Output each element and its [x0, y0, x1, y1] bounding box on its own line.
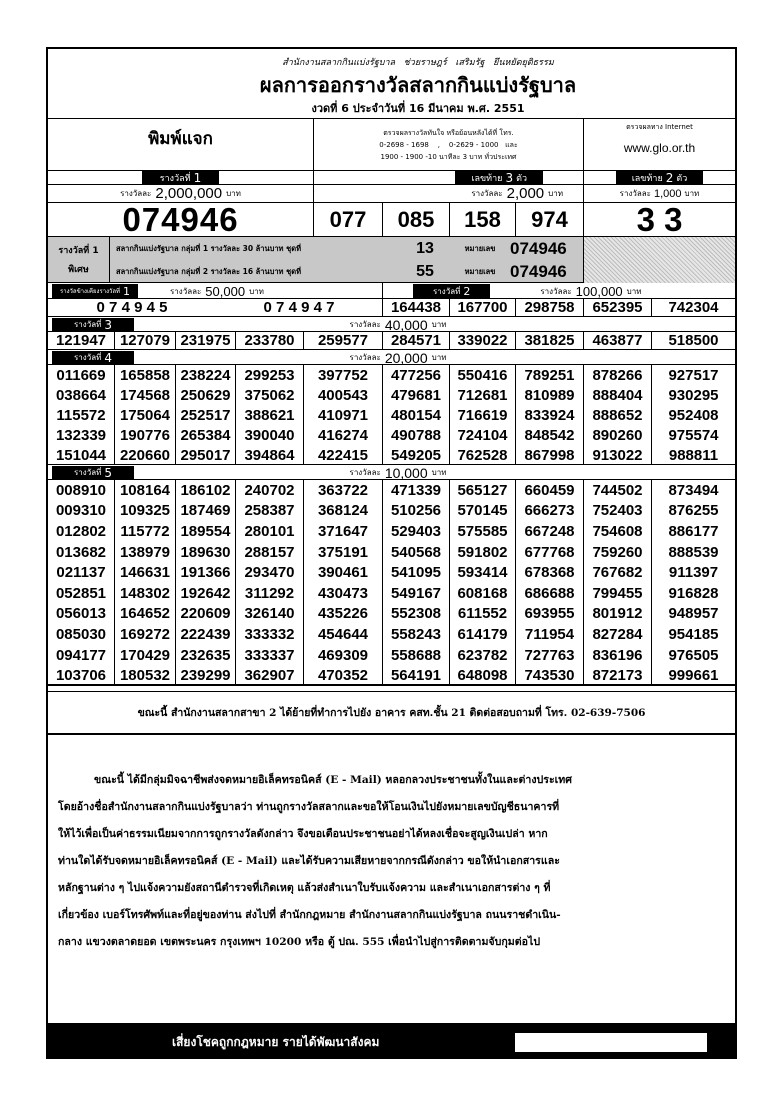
main-numbers-row — [48, 203, 735, 237]
fifth-prize-table — [48, 480, 735, 686]
fourth-prize-amount: รางวัลละ 20,000 บาท — [349, 349, 447, 366]
fifth-prize-number: 371647 — [304, 521, 383, 542]
scam-warning-line: กลาง แขวงตลาดยอด เขตพระนคร กรุงเทพฯ 10200 หรือ ตู้ ปณ. 555 เพื่อนำไปสู่การติดตามจับกุมต่อไป — [58, 936, 541, 948]
third-prize-number: 518500 — [668, 332, 719, 349]
fifth-prize-number: 540568 — [383, 542, 450, 563]
fifth-prize-number: 677768 — [516, 542, 584, 563]
fifth-prize-number: 187469 — [176, 501, 236, 522]
second-prize-label: รางวัลที่ 2 — [413, 284, 490, 298]
fifth-prize-number: 999661 — [668, 667, 719, 685]
fifth-prize-number: 916828 — [668, 584, 719, 602]
fifth-prize-number: 888539 — [668, 543, 719, 561]
fifth-prize-number: 009310 — [48, 501, 115, 522]
fifth-prize-number: 052851 — [48, 583, 115, 604]
third-prize-row — [48, 332, 735, 350]
fifth-prize-number: 948957 — [668, 605, 719, 623]
fifth-prize-number: 169272 — [115, 624, 176, 645]
fifth-prize-number: 008910 — [48, 480, 115, 501]
fifth-prize-number: 593414 — [450, 562, 516, 583]
fifth-prize-number: 648098 — [450, 665, 516, 686]
fifth-prize-number: 191366 — [176, 562, 236, 583]
ministries-line: สำนักงานสลากกินแบ่งรัฐบาล ช่วยราษฎร์ เสริมรัฐ ยึนหยัดยุติธรรม — [282, 58, 554, 68]
footer-slogan: เสี่ยงโชคถูกกฎหมาย รายได้พัฒนาสังคม — [172, 1034, 380, 1049]
fifth-prize-number: 239299 — [176, 665, 236, 686]
special-prize-block — [48, 237, 735, 283]
fifth-prize-number: 021137 — [48, 562, 115, 583]
scam-warning-line: ท่านใดได้รับจดหมายอิเล็คทรอนิคส์ (E - Mail) และได้รับความเสียหายจากกรณีดังกล่าว ขอให้นำเอกสารและ — [58, 855, 560, 867]
fifth-prize-number: 390461 — [304, 562, 383, 583]
fifth-prize-number: 873494 — [668, 481, 719, 499]
fourth-prize-number: 394864 — [236, 445, 304, 465]
fourth-prize-number: 913022 — [584, 445, 652, 465]
fifth-prize-number: 744502 — [584, 480, 652, 501]
fourth-prize-number: 479681 — [383, 385, 450, 405]
fifth-prize-number: 570145 — [450, 501, 516, 522]
fifth-prize-number: 375191 — [304, 542, 383, 563]
fifth-prize-number: 623782 — [450, 645, 516, 666]
fourth-prize-number: 295017 — [176, 445, 236, 465]
fourth-prize-number: 174568 — [115, 385, 176, 405]
fifth-prize-number: 430473 — [304, 583, 383, 604]
near-first-number-1: 0 7 4 9 4 5 — [96, 299, 168, 316]
scam-warning — [46, 735, 737, 1025]
fourth-prize-number: 833924 — [516, 405, 584, 425]
fifth-prize-number: 454644 — [304, 624, 383, 645]
third-prize-amount: รางวัลละ 40,000 บาท — [349, 316, 447, 333]
last2-amount: รางวัลละ 1,000 บาท — [619, 187, 700, 200]
fifth-prize-number: 558243 — [383, 624, 450, 645]
fifth-prize-number: 013682 — [48, 542, 115, 563]
fourth-prize-number: 930295 — [668, 386, 719, 404]
fifth-prize-number: 138979 — [115, 542, 176, 563]
fifth-prize-number: 288157 — [236, 542, 304, 563]
fourth-prize-number: 975574 — [668, 426, 719, 444]
page-title: ผลการออกรางวัลสลากกินแบ่งรัฐบาล — [259, 73, 577, 97]
last3-number-1: 077 — [314, 203, 383, 236]
fourth-prize-number: 550416 — [450, 365, 516, 385]
fourth-prize-number: 388621 — [236, 405, 304, 425]
fifth-prize-number: 711954 — [516, 624, 584, 645]
fourth-prize-number: 416274 — [304, 425, 383, 445]
fifth-prize-row — [48, 521, 735, 542]
fifth-prize-row — [48, 480, 735, 501]
fourth-prize-number: 888652 — [584, 405, 652, 425]
third-prize-number: 463877 — [584, 332, 652, 349]
fifth-prize-number: 686688 — [516, 583, 584, 604]
fifth-prize-number: 693955 — [516, 604, 584, 625]
fourth-prize-number: 810989 — [516, 385, 584, 405]
fifth-prize-number: 759260 — [584, 542, 652, 563]
fourth-prize-number: 265384 — [176, 425, 236, 445]
fourth-prize-row — [48, 365, 735, 385]
fifth-prize-number: 189630 — [176, 542, 236, 563]
fifth-prize-number: 164652 — [115, 604, 176, 625]
fifth-prize-number: 836196 — [584, 645, 652, 666]
results-sheet — [46, 47, 737, 735]
fourth-prize-number: 115572 — [48, 405, 115, 425]
footer-bar — [46, 1025, 737, 1059]
fourth-prize-row — [48, 405, 735, 425]
special-row-1: สลากกินแบ่งรัฐบาล กลุ่มที่ 1 รางวัลละ 30 ล้านบาท ชุดที่ 13 หมายเลข 074946 — [110, 237, 584, 260]
first-prize-header — [48, 171, 314, 184]
fifth-prize-number: 552308 — [383, 604, 450, 625]
fourth-prize-number: 789251 — [516, 365, 584, 385]
fifth-prize-number: 799455 — [584, 583, 652, 604]
third-prize-header — [48, 317, 735, 332]
last2-number: 3 3 — [636, 203, 683, 236]
fifth-prize-number: 362907 — [236, 665, 304, 686]
fourth-prize-number: 762528 — [450, 445, 516, 465]
last2-label: เลขท้าย 2 ตัว — [616, 171, 704, 184]
fourth-prize-number: 716619 — [450, 405, 516, 425]
fifth-prize-number: 311292 — [236, 583, 304, 604]
third-prize-number: 127079 — [115, 332, 176, 349]
fourth-prize-number: 238224 — [176, 365, 236, 385]
relocation-notice: ขณะนี้ สำนักงานสลากสาขา 2 ได้ย้ายที่ทำการไปยัง อาคาร คสท.ชั้น 21 ติดต่อสอบถามที่ โทร. 02-639-7506 — [48, 691, 735, 733]
fourth-prize-number: 477256 — [383, 365, 450, 385]
fourth-prize-number: 397752 — [304, 365, 383, 385]
fourth-prize-number: 375062 — [236, 385, 304, 405]
second-prize-amount: รางวัลละ 100,000 บาท — [540, 283, 642, 299]
fifth-prize-number: 575585 — [450, 521, 516, 542]
fourth-prize-number: 190776 — [115, 425, 176, 445]
third-prize-number: 381825 — [516, 332, 584, 349]
fifth-prize-number: 608168 — [450, 583, 516, 604]
fifth-prize-number: 876255 — [668, 502, 719, 520]
fifth-prize-number: 333332 — [236, 624, 304, 645]
third-prize-number: 233780 — [236, 332, 304, 349]
draw-info: งวดที่ 6 ประจำวันที่ 16 มีนาคม พ.ศ. 2551 — [311, 102, 525, 115]
fifth-prize-number: 280101 — [236, 521, 304, 542]
third-prize-number: 231975 — [176, 332, 236, 349]
fifth-prize-number: 827284 — [584, 624, 652, 645]
phone-line-1: ตรวจผลรางวัลทันใจ หรือย้อนหลังได้ที่ โทร. — [383, 128, 514, 137]
second-prize-number-1: 164438 — [383, 299, 450, 316]
first-prize-number: 074946 — [48, 203, 314, 236]
fifth-prize-number: 012802 — [48, 521, 115, 542]
fourth-prize-number: 549205 — [383, 445, 450, 465]
fifth-prize-number: 754608 — [584, 521, 652, 542]
fifth-prize-number: 368124 — [304, 501, 383, 522]
fifth-prize-number: 192642 — [176, 583, 236, 604]
last3-label: เลขท้าย 3 ตัว — [455, 171, 543, 184]
fifth-prize-header — [48, 465, 735, 480]
fifth-prize-number: 469309 — [304, 645, 383, 666]
fourth-prize-number: 952408 — [668, 406, 719, 424]
near-second-label-row — [48, 283, 735, 299]
fifth-prize-number: 220609 — [176, 604, 236, 625]
fifth-prize-number: 558688 — [383, 645, 450, 666]
fourth-prize-number: 252517 — [176, 405, 236, 425]
fifth-prize-number: 667248 — [516, 521, 584, 542]
fourth-prize-number: 299253 — [236, 365, 304, 385]
second-prize-number-5: 742304 — [668, 299, 719, 316]
internet-label: ตรวจผลทาง Internet — [626, 123, 693, 131]
fifth-prize-number: 258387 — [236, 501, 304, 522]
third-prize-number: 339022 — [450, 332, 516, 349]
fourth-prize-number: 250629 — [176, 385, 236, 405]
fifth-prize-label: รางวัลที่ 5 — [52, 466, 134, 479]
fifth-prize-number: 767682 — [584, 562, 652, 583]
internet-info — [584, 119, 735, 170]
website-link[interactable]: www.glo.or.th — [623, 141, 696, 155]
phone-line-3: 1900 - 1900 -10 นาทีละ 3 บาท ทั่วประเทศ — [380, 152, 517, 161]
fifth-prize-number: 660459 — [516, 480, 584, 501]
fourth-prize-header — [48, 350, 735, 365]
first-prize-amount: รางวัลละ 2,000,000 บาท — [48, 185, 314, 202]
fifth-prize-row — [48, 583, 735, 604]
fifth-prize-number: 056013 — [48, 604, 115, 625]
fifth-prize-number: 801912 — [584, 604, 652, 625]
fifth-prize-number: 591802 — [450, 542, 516, 563]
last3-number-4: 974 — [516, 203, 584, 236]
fifth-prize-row — [48, 501, 735, 522]
fifth-prize-number: 752403 — [584, 501, 652, 522]
special-row-2: สลากกินแบ่งรัฐบาล กลุ่มที่ 2 รางวัลละ 16 ล้านบาท ชุดที่ 55 หมายเลข 074946 — [110, 260, 584, 283]
last3-amount: รางวัลละ 2,000 บาท — [314, 185, 584, 202]
phone-line-2: 0-2698 - 1698 , 0-2629 - 1000 และ — [379, 140, 518, 149]
fifth-prize-number: 872173 — [584, 665, 652, 686]
last3-number-3: 158 — [450, 203, 516, 236]
fifth-prize-number: 115772 — [115, 521, 176, 542]
first-prize-label: รางวัลที่ 1 — [142, 171, 219, 184]
fourth-prize-number: 724104 — [450, 425, 516, 445]
fifth-prize-number: 146631 — [115, 562, 176, 583]
fifth-prize-number: 094177 — [48, 645, 115, 666]
prize-label-row — [48, 171, 735, 185]
fifth-prize-number: 666273 — [516, 501, 584, 522]
fifth-prize-number: 510256 — [383, 501, 450, 522]
special-label: รางวัลที่ 1 พิเศษ — [48, 237, 110, 282]
third-prize-number: 259577 — [304, 332, 383, 349]
last2-header — [584, 171, 735, 184]
fifth-prize-row — [48, 624, 735, 645]
second-prize-header — [383, 283, 735, 299]
fourth-prize-number: 422415 — [304, 445, 383, 465]
fourth-prize-number: 878266 — [584, 365, 652, 385]
fourth-prize-number: 988811 — [668, 446, 719, 464]
fifth-prize-number: 103706 — [48, 665, 115, 686]
footer-blank-box — [515, 1033, 707, 1052]
fifth-prize-number: 085030 — [48, 624, 115, 645]
fifth-prize-row — [48, 665, 735, 686]
fourth-prize-number: 151044 — [48, 445, 115, 465]
fifth-prize-amount: รางวัลละ 10,000 บาท — [349, 464, 447, 481]
fourth-prize-number: 220660 — [115, 445, 176, 465]
scam-warning-line: ให้ไว้เพื่อเป็นค่าธรรมเนียมจากการถูกรางวัลดังกล่าว จึงขอเตือนประชาชนอย่าได้หลงเชื่อจะสูญเงินเปล่า หาก — [58, 828, 548, 840]
fifth-prize-number: 326140 — [236, 604, 304, 625]
scam-warning-line: ขณะนี้ ได้มีกลุ่มมิจฉาชีพส่งจดหมายอิเล็คทรอนิคส์ (E - Mail) หลอกลวงประชาชนทั้งในและต่างประเทศ — [94, 774, 572, 786]
third-prize-number: 284571 — [383, 332, 450, 349]
fifth-prize-number: 564191 — [383, 665, 450, 686]
last3-number-2: 085 — [383, 203, 450, 236]
fifth-prize-number: 109325 — [115, 501, 176, 522]
fourth-prize-table — [48, 365, 735, 465]
amount-row — [48, 185, 735, 203]
near-second-numbers-row — [48, 299, 735, 317]
scam-warning-line: โดยอ้างชื่อสำนักงานสลากกินแบ่งรัฐบาลว่า ท่านถูกรางวัลสลากและขอให้โอนเงินไปยังหมายเลขบัญชีธนาคารที่ — [58, 801, 560, 813]
fifth-prize-row — [48, 542, 735, 563]
fifth-prize-number: 293470 — [236, 562, 304, 583]
fourth-prize-row — [48, 385, 735, 405]
scam-warning-text — [58, 767, 727, 956]
fifth-prize-number: 976505 — [668, 646, 719, 664]
fifth-prize-number: 611552 — [450, 604, 516, 625]
fifth-prize-number: 614179 — [450, 624, 516, 645]
scam-warning-line: หลักฐานต่าง ๆ ไปแจ้งความยังสถานีตำรวจที่เกิดเหตุ แล้วส่งสำเนาใบรับแจ้งความ และสำเนาเอกสารต่าง ๆ ที่ — [58, 882, 551, 894]
third-prize-number: 121947 — [48, 332, 115, 349]
fifth-prize-number: 148302 — [115, 583, 176, 604]
fifth-prize-number: 222439 — [176, 624, 236, 645]
fourth-prize-number: 480154 — [383, 405, 450, 425]
fourth-prize-row — [48, 425, 735, 445]
near-first-header — [48, 283, 383, 299]
fifth-prize-number: 678368 — [516, 562, 584, 583]
info-bar — [48, 119, 735, 171]
fifth-prize-number: 565127 — [450, 480, 516, 501]
fifth-prize-number: 108164 — [115, 480, 176, 501]
fifth-prize-row — [48, 562, 735, 583]
fifth-prize-number: 170429 — [115, 645, 176, 666]
fourth-prize-number: 848542 — [516, 425, 584, 445]
fifth-prize-number: 743530 — [516, 665, 584, 686]
fifth-prize-number: 911397 — [668, 564, 719, 582]
second-prize-number-3: 298758 — [516, 299, 584, 316]
fifth-prize-number: 189554 — [176, 521, 236, 542]
fourth-prize-row — [48, 445, 735, 465]
last3-header — [314, 171, 584, 184]
fourth-prize-number: 400543 — [304, 385, 383, 405]
fourth-prize-number: 165858 — [115, 365, 176, 385]
fifth-prize-number: 186102 — [176, 480, 236, 501]
fourth-prize-number: 867998 — [516, 445, 584, 465]
fifth-prize-number: 232635 — [176, 645, 236, 666]
fourth-prize-number: 132339 — [48, 425, 115, 445]
fifth-prize-number: 727763 — [516, 645, 584, 666]
fourth-prize-number: 038664 — [48, 385, 115, 405]
fourth-prize-label: รางวัลที่ 4 — [52, 351, 134, 364]
fifth-prize-number: 954185 — [668, 625, 719, 643]
fourth-prize-number: 888404 — [584, 385, 652, 405]
fifth-prize-row — [48, 645, 735, 666]
fifth-prize-number: 471339 — [383, 480, 450, 501]
fourth-prize-number: 927517 — [668, 366, 719, 384]
fourth-prize-number: 390040 — [236, 425, 304, 445]
scam-warning-line: เกี่ยวข้อง เบอร์โทรศัพท์และที่อยู่ของท่าน ส่งไปที่ สำนักกฎหมาย สำนักงานสลากกินแบ่งรัฐบาล ถนนราชดำเนิน- — [58, 909, 561, 921]
near-first-amount: รางวัลละ 50,000 บาท — [170, 283, 264, 299]
header — [48, 49, 735, 119]
fourth-prize-number: 175064 — [115, 405, 176, 425]
near-first-number-2: 0 7 4 9 4 7 — [216, 299, 383, 316]
fifth-prize-number: 363722 — [304, 480, 383, 501]
fifth-prize-number: 529403 — [383, 521, 450, 542]
near-first-label: รางวัลข้างเคียงรางวัลที่ 1 — [52, 284, 138, 298]
fourth-prize-number: 712681 — [450, 385, 516, 405]
second-prize-number-2: 167700 — [450, 299, 516, 316]
fifth-prize-number: 541095 — [383, 562, 450, 583]
fifth-prize-number: 470352 — [304, 665, 383, 686]
fifth-prize-number: 333337 — [236, 645, 304, 666]
fifth-prize-number: 180532 — [115, 665, 176, 686]
fifth-prize-number: 549167 — [383, 583, 450, 604]
fifth-prize-number: 886177 — [668, 522, 719, 540]
third-prize-label: รางวัลที่ 3 — [52, 318, 134, 331]
fifth-prize-number: 240702 — [236, 480, 304, 501]
fourth-prize-number: 490788 — [383, 425, 450, 445]
fourth-prize-number: 011669 — [48, 365, 115, 385]
fifth-prize-row — [48, 604, 735, 625]
fifth-prize-number: 435226 — [304, 604, 383, 625]
special-hatch — [584, 237, 735, 283]
fourth-prize-number: 890260 — [584, 425, 652, 445]
phone-info — [314, 119, 584, 170]
free-label: พิมพ์แจก — [48, 119, 314, 170]
fourth-prize-number: 410971 — [304, 405, 383, 425]
second-prize-number-4: 652395 — [584, 299, 652, 316]
